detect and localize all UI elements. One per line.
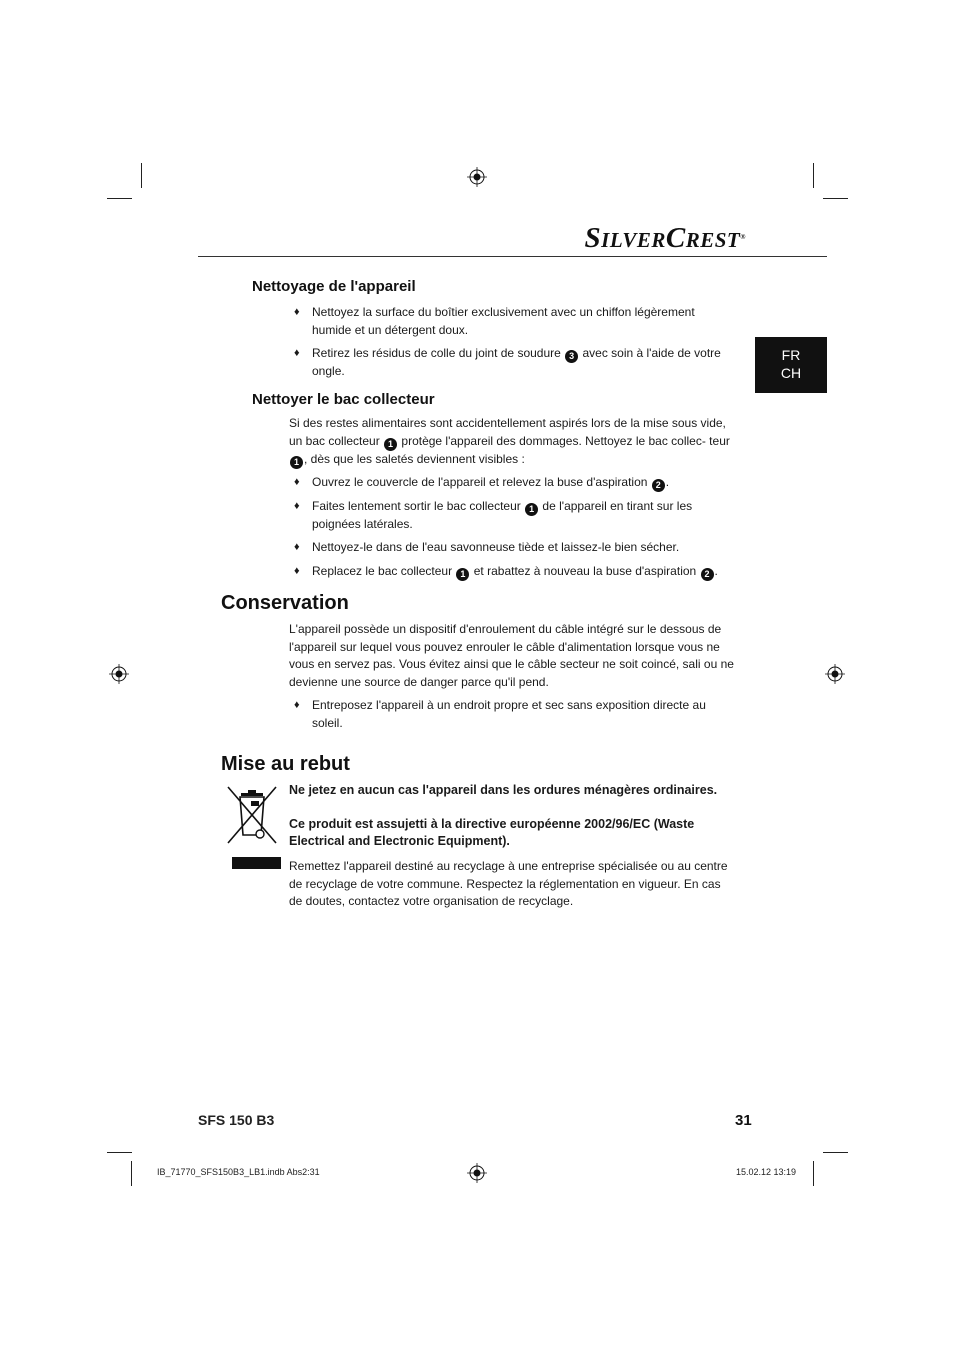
bullet-icon: ♦ bbox=[294, 476, 300, 488]
registration-mark-icon bbox=[467, 167, 487, 187]
list-item: Faites lentement sortir le bac collecteur 1 de l'appareil en tirant sur les poignées latérales. bbox=[312, 499, 693, 531]
page-number: 31 bbox=[735, 1112, 752, 1129]
section-heading-disposal: Mise au rebut bbox=[221, 753, 350, 775]
callout-number: 1 bbox=[456, 568, 469, 581]
bullet-icon: ♦ bbox=[294, 541, 300, 553]
list-item: Replacez le bac collecteur 1 et rabattez à nouveau la buse d'aspiration 2 . bbox=[312, 564, 718, 579]
disposal-warning: Ne jetez en aucun cas l'appareil dans les ordures ménagères ordinaires. bbox=[289, 783, 718, 797]
section-heading-storage: Conservation bbox=[221, 592, 349, 614]
callout-number: 1 bbox=[525, 503, 538, 516]
language-code: FR bbox=[781, 347, 801, 363]
disposal-paragraph: Remettez l'appareil destiné au recyclage à une entreprise spécialisée ou au centre de recyclage de votre commune. Respectez la réglementation en vigueur. En cas de doutes, contactez votre organisation de recyclage. bbox=[289, 859, 728, 908]
callout-number: 1 bbox=[384, 438, 397, 451]
crop-mark bbox=[813, 1161, 814, 1186]
weee-marking-bar bbox=[232, 857, 281, 869]
section-heading-tray: Nettoyer le bac collecteur bbox=[252, 391, 435, 408]
registration-mark-icon bbox=[109, 664, 129, 684]
list-item: Nettoyez la surface du boîtier exclusivement avec un chiffon légèrement humide et un détergent doux. bbox=[312, 305, 695, 337]
callout-number: 2 bbox=[652, 479, 665, 492]
header-rule bbox=[198, 256, 827, 257]
list-item: Ouvrez le couvercle de l'appareil et relevez la buse d'aspiration 2 . bbox=[312, 475, 670, 490]
list-item: Entreposez l'appareil à un endroit propre et sec sans exposition directe au soleil. bbox=[312, 698, 706, 730]
storage-paragraph: L'appareil possède un dispositif d'enroulement du câble intégré sur le dessous de l'appareil sur lequel vous pouvez enrouler le câble d'alimentation lorsque vous ne vous en servez pas. Vous évitez ainsi que le câble secteur ne soit coincé, sali ou ne devienne une source de danger parce qu'il pend. bbox=[289, 622, 734, 689]
weee-crossed-bin-icon bbox=[224, 783, 280, 847]
bullet-icon: ♦ bbox=[294, 306, 300, 318]
bullet-icon: ♦ bbox=[294, 347, 300, 359]
crop-mark bbox=[131, 1161, 132, 1186]
language-tab bbox=[755, 337, 827, 393]
brand-logo: SILVERCREST® bbox=[584, 222, 746, 254]
callout-number: 2 bbox=[701, 568, 714, 581]
crop-mark bbox=[141, 163, 142, 188]
print-slug-date: 15.02.12 13:19 bbox=[736, 1167, 797, 1177]
crop-mark bbox=[823, 1152, 848, 1153]
crop-mark bbox=[107, 1152, 132, 1153]
bullet-icon: ♦ bbox=[294, 500, 300, 512]
model-number: SFS 150 B3 bbox=[198, 1112, 275, 1128]
disposal-directive: Ce produit est assujetti à la directive européenne 2002/96/EC (Waste Electrical and Electronic Equipment). bbox=[289, 817, 695, 848]
print-slug-file: IB_71770_SFS150B3_LB1.indb Abs2:31 bbox=[157, 1167, 320, 1177]
bullet-icon: ♦ bbox=[294, 565, 300, 577]
section-heading-cleaning: Nettoyage de l'appareil bbox=[252, 278, 416, 295]
bullet-icon: ♦ bbox=[294, 699, 300, 711]
tray-intro-paragraph: Si des restes alimentaires sont accidentellement aspirés lors de la mise sous vide, un bac collecteur 1 protège l'appareil des dommages. Nettoyez le bac collec- teur 1 , dès que les saletés deviennent visibles : bbox=[289, 416, 730, 467]
callout-number: 1 bbox=[290, 456, 303, 469]
callout-number: 3 bbox=[565, 350, 578, 363]
list-item: Retirez les résidus de colle du joint de soudure 3 avec soin à l'aide de votre ongle. bbox=[312, 346, 721, 378]
crop-mark bbox=[813, 163, 814, 188]
crop-mark bbox=[107, 198, 132, 199]
list-item: Nettoyez-le dans de l'eau savonneuse tiède et laissez-le bien sécher. bbox=[312, 540, 680, 554]
registration-mark-icon bbox=[825, 664, 845, 684]
country-code: CH bbox=[780, 365, 802, 381]
registration-mark-icon bbox=[467, 1163, 487, 1183]
crop-mark bbox=[823, 198, 848, 199]
